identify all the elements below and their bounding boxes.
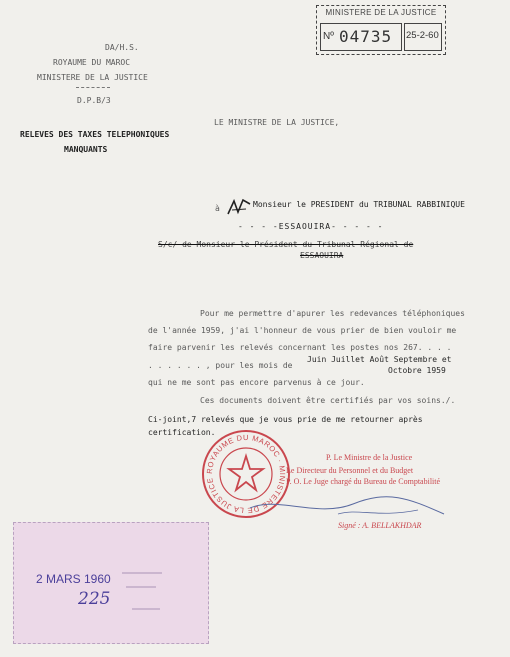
ministry-name: MINISTERE DE LA JUSTICE: [37, 73, 148, 82]
header-divider: [76, 87, 110, 88]
seal-ring-text: ROYAUME DU MAROC · MINISTERE DE LA JUSTICE: [204, 432, 288, 516]
number-prefix: Nº: [323, 31, 334, 42]
addressee-city: - - - -ESSAOUIRA- - - - -: [238, 222, 384, 231]
handwritten-mark-icon: [226, 198, 252, 216]
arrival-number: 225: [78, 589, 111, 609]
months-line-2: Octobre 1959: [388, 366, 446, 375]
signature-line-2: Le Directeur du Personnel et du Budget: [286, 466, 414, 475]
registration-date: 25-2-60: [406, 30, 439, 41]
body-line-4: . . . . . . , pour les mois de: [148, 361, 293, 370]
signature-line-3: P. O. Le Juge chargé du Bureau de Comptabilité: [286, 477, 441, 486]
registration-number: 04735: [339, 27, 393, 46]
subject-line-2: MANQUANTS: [64, 145, 108, 154]
registration-date-box: [404, 23, 442, 51]
kingdom-name: ROYAUME DU MAROC: [53, 58, 131, 67]
body-line-1: Pour me permettre d'apurer les redevances téléphoniques: [200, 309, 465, 318]
registration-stamp: [316, 5, 446, 55]
body-line-2: de l'année 1959, j'ai l'honneur de vous prier de bien vouloir me: [148, 326, 457, 335]
registration-number-box: [320, 23, 402, 51]
signature-line-1: P. Le Ministre de la Justice: [326, 453, 413, 462]
registration-stamp-title: MINISTERE DE LA JUSTICE: [325, 8, 437, 17]
body-certify-line: Ces documents doivent être certifiés par vos soins./.: [200, 396, 456, 405]
arrival-date: 2 MARS 1960: [36, 572, 111, 586]
department-code: D.P.B/3: [77, 96, 111, 105]
addressee-prefix: à: [215, 204, 220, 213]
signature-signed: Signé : A. BELLAKHDAR: [338, 521, 422, 530]
struck-intermediary-city: ESSAOUIRA: [300, 251, 344, 260]
body-line-3: faire parvenir les relevés concernant les postes nos 267. . . .: [148, 343, 452, 352]
addressee-recipient: Monsieur le PRESIDENT du TRIBUNAL RABBINIQUE: [253, 200, 465, 209]
months-line-1: Juin Juillet Août Septembre et: [307, 355, 452, 364]
struck-intermediary-line: S/c/ de Monsieur le Président du Tribunal Régional de: [158, 240, 414, 249]
reference-code: DA/H.S.: [105, 43, 139, 52]
sender-line: LE MINISTRE DE LA JUSTICE,: [214, 118, 340, 127]
signature-scrawl: [248, 488, 448, 522]
attachment-line-2: certification.: [148, 428, 216, 437]
subject-line-1: RELEVES DES TAXES TELEPHONIQUES: [20, 130, 170, 139]
body-line-5: qui ne me sont pas encore parvenus à ce jour.: [148, 378, 365, 387]
attachment-line-1: Ci-joint,7 relevés que je vous prie de me retourner après: [148, 415, 423, 424]
